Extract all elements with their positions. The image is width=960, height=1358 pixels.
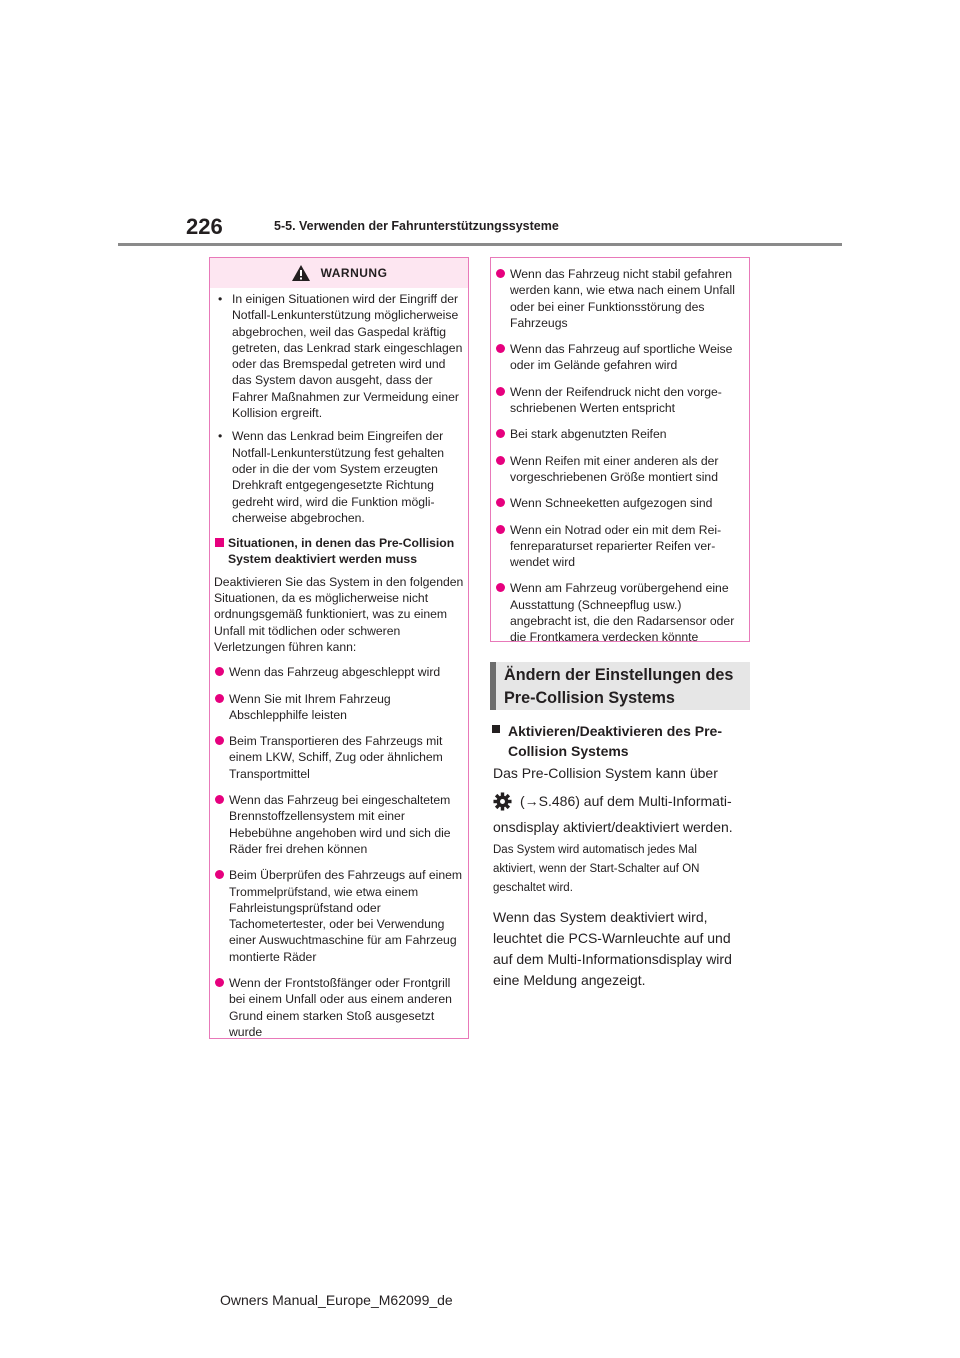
warning-bullet: Wenn das Fahrzeug abgeschleppt wird	[214, 664, 464, 680]
warning-bullet: Bei stark abgenutzten Reifen	[495, 426, 745, 442]
settings-note-line: geschaltet wird.	[493, 882, 573, 894]
settings-para-line: auf dem Multi-Informationsdisplay wird	[493, 951, 732, 967]
warning-bullet: Wenn das Fahrzeug bei eingeschaltetem Brennstoffzellensystem mit einer Hebebühne angehoben wird und sich die Räder frei drehen können	[214, 792, 464, 857]
warning-box	[209, 257, 469, 1039]
settings-para-line: eine Meldung angezeigt.	[493, 972, 646, 988]
settings-para-line: Das Pre-Collision System kann über	[493, 765, 718, 781]
settings-para-line: Wenn das System deaktiviert wird,	[493, 909, 708, 925]
settings-heading-line: Ändern der Einstellungen des	[504, 666, 734, 684]
warning-dash-item: • In einigen Situationen wird der Eingriff der Notfall-Lenkunterstützung möglicherweise abgebrochen, weil das Gaspedal kräftig getreten, das Lenkrad stark eingeschlagen oder das Bremspedal getreten wird und das System davon ausgeht, dass der Fahrer Maßnahmen zur Vermeidung einer Kollision ergreift.	[214, 291, 464, 421]
warning-bullet: Wenn am Fahrzeug vorübergehend eine Ausstattung (Schneepflug usw.) angebracht ist, die den Radarsensor oder die Frontkamera verdecken könnte	[495, 580, 745, 645]
settings-note-line: Das System wird automatisch jedes Mal	[493, 844, 697, 856]
warning-title: WARNUNG	[320, 266, 388, 280]
warning-body	[214, 291, 464, 1050]
square-marker-icon	[492, 725, 500, 733]
settings-heading-line: Pre-Collision Systems	[504, 689, 675, 707]
settings-subheading	[490, 721, 750, 761]
warning-intro: Deaktivieren Sie das System in den folgenden Situationen, da es möglicherweise nicht ordnungsgemäß funktioniert, was zu einem Unfall mit tödlichen oder schweren Verletzungen führen kann:	[214, 574, 464, 654]
warning-bullet: Wenn Schneeketten aufgezogen sind	[495, 495, 745, 511]
warning-bullet: Wenn Sie mit Ihrem Fahrzeug Abschlepphilfe leisten	[214, 691, 464, 724]
page-number: 226	[186, 214, 223, 239]
warning-bullet: Wenn ein Notrad oder ein mit dem Reifenreparaturset reparierter Reifen verwendet wird	[495, 522, 745, 571]
warning-continued-body	[495, 266, 745, 656]
footer-text: Owners Manual_Europe_M62099_de	[220, 1292, 453, 1308]
settings-subheading-line: Collision Systems	[508, 743, 629, 759]
warning-bullet: Wenn der Reifendruck nicht den vorgeschriebenen Werten entspricht	[495, 384, 745, 417]
warning-triangle-icon	[291, 264, 311, 282]
warning-bullet: Beim Überprüfen des Fahrzeugs auf einem Trommelprüfstand, wie etwa einem Fahrleistungsprüfstand oder Tachometertester, oder bei Verwendung einer Auswuchtmaschine für am Fahrzeug montierte Räder	[214, 867, 464, 965]
warning-bullet: Wenn Reifen mit einer anderen als der vorgeschriebenen Größe montiert sind	[495, 453, 745, 486]
warning-header	[210, 258, 468, 288]
gear-icon	[493, 792, 512, 811]
warning-subheading: Situationen, in denen das Pre-Collision System deaktiviert werden muss	[214, 535, 464, 568]
settings-note-line: aktiviert, wenn der Start-Schalter auf ON	[493, 863, 700, 875]
settings-para-line: (→S.486) auf dem Multi-Informati-	[520, 793, 732, 809]
warning-bullet: Wenn der Frontstoßfänger oder Frontgrill bei einem Unfall oder aus einem anderen Grund einem starken Stoß ausgesetzt wurde	[214, 975, 464, 1040]
settings-heading	[490, 662, 750, 710]
warning-bullet: Wenn das Fahrzeug auf sportliche Weise oder im Gelände gefahren wird	[495, 341, 745, 374]
warning-bullet: Beim Transportieren des Fahrzeugs mit einem LKW, Schiff, Zug oder ähnlichem Transportmittel	[214, 733, 464, 782]
settings-para-line: leuchtet die PCS-Warnleuchte auf und	[493, 930, 731, 946]
header-rule	[118, 243, 842, 246]
settings-gear-line	[493, 788, 753, 814]
section-title: 5-5. Verwenden der Fahrunterstützungssysteme	[274, 219, 559, 233]
warning-dash-item: • Wenn das Lenkrad beim Eingreifen der Notfall-Lenkunterstützung fest gehalten oder in die der vom System erzeugten Drehkraft entgegengesetzte Richtung gedreht wird, wird die Funktion möglicherweise abgebrochen.	[214, 428, 464, 526]
warning-bullet: Wenn das Fahrzeug nicht stabil gefahren werden kann, wie etwa nach einem Unfall oder bei einer Funktionsstörung des Fahrzeugs	[495, 266, 745, 331]
warning-continued-box	[490, 257, 750, 645]
settings-subheading-line: Aktivieren/Deaktivieren des Pre-	[508, 723, 722, 739]
settings-para-line: onsdisplay aktiviert/deaktiviert werden.	[493, 819, 733, 835]
